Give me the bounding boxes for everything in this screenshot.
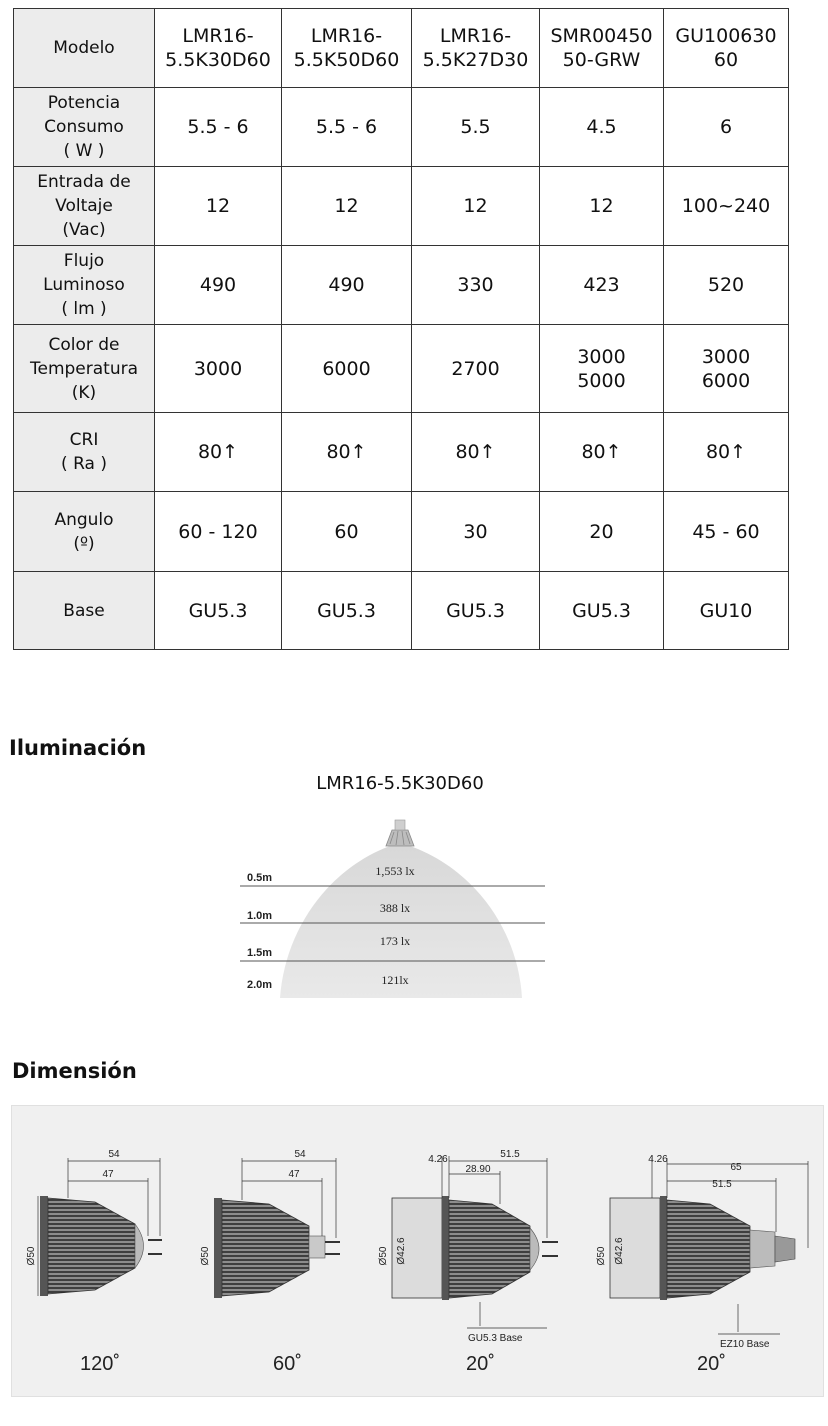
table-cell: 3000 6000 — [664, 325, 789, 413]
distance-label: 2.0m — [247, 979, 273, 991]
table-cell: 6000 — [282, 325, 412, 413]
lamp-drawing-20-gu10 — [596, 1154, 808, 1350]
row-label: CRI ( Ra ) — [14, 413, 155, 492]
dimension-value: 51.5 — [500, 1149, 520, 1160]
model-header: LMR16- 5.5K30D60 — [155, 9, 282, 88]
base-label: GU5.3 Base — [468, 1333, 523, 1344]
table-cell: 80↑ — [664, 413, 789, 492]
table-cell: 80↑ — [282, 413, 412, 492]
table-cell: 12 — [540, 167, 664, 246]
spec-table — [13, 8, 789, 650]
row-label: Angulo (º) — [14, 492, 155, 572]
dimension-value: 4.26 — [648, 1154, 668, 1165]
distance-label: 0.5m — [247, 872, 273, 884]
model-header: GU100630 60 — [664, 9, 789, 88]
table-cell: GU5.3 — [412, 572, 540, 650]
table-cell: 2700 — [412, 325, 540, 413]
dimension-value: 65 — [730, 1162, 742, 1173]
table-row — [14, 325, 789, 413]
table-cell: 490 — [155, 246, 282, 325]
lux-label: 173 lx — [379, 934, 411, 948]
table-cell: 5.5 — [412, 88, 540, 167]
dimension-value: Ø42.6 — [396, 1237, 407, 1265]
table-cell: GU5.3 — [282, 572, 412, 650]
lamp-icon — [386, 820, 414, 846]
distance-label: 1.5m — [247, 947, 273, 959]
dimension-value: Ø50 — [200, 1246, 211, 1266]
table-cell: 80↑ — [155, 413, 282, 492]
dimension-title: Dimensión — [12, 1059, 137, 1083]
illumination-diagram — [240, 808, 560, 1008]
dimension-value: 47 — [288, 1169, 300, 1180]
table-row — [14, 246, 789, 325]
lamp-drawing-20-gu53 — [378, 1149, 558, 1344]
table-cell: 80↑ — [540, 413, 664, 492]
dimension-value: 28.90 — [465, 1164, 491, 1175]
table-cell: GU5.3 — [540, 572, 664, 650]
table-cell: 60 — [282, 492, 412, 572]
lamp-drawing-60 — [200, 1149, 340, 1298]
table-cell: 490 — [282, 246, 412, 325]
beam-angle-label: 60˚ — [273, 1353, 302, 1375]
lux-label: 1,553 lx — [375, 864, 415, 878]
dimension-value: Ø50 — [378, 1246, 389, 1266]
table-cell: 12 — [412, 167, 540, 246]
table-row — [14, 572, 789, 650]
illumination-model: LMR16-5.5K30D60 — [316, 773, 484, 794]
table-cell: 5.5 - 6 — [155, 88, 282, 167]
dimension-value: 51.5 — [712, 1179, 732, 1190]
dimension-value: Ø50 — [596, 1246, 607, 1266]
table-cell: 3000 — [155, 325, 282, 413]
table-cell: 100~240 — [664, 167, 789, 246]
dimension-value: 4.26 — [428, 1154, 448, 1165]
lux-label: 388 lx — [379, 901, 411, 915]
dimension-value: 54 — [108, 1149, 120, 1160]
beam-angle-label: 120˚ — [80, 1353, 121, 1375]
table-cell: 30 — [412, 492, 540, 572]
table-cell: 12 — [155, 167, 282, 246]
table-row — [14, 167, 789, 246]
table-cell: 5.5 - 6 — [282, 88, 412, 167]
table-header-row — [14, 9, 789, 88]
table-cell: 60 - 120 — [155, 492, 282, 572]
dimension-value: Ø50 — [26, 1246, 37, 1266]
table-cell: 3000 5000 — [540, 325, 664, 413]
row-label: Modelo — [14, 9, 155, 88]
table-cell: 6 — [664, 88, 789, 167]
dimension-value: 54 — [294, 1149, 306, 1160]
model-header: LMR16- 5.5K50D60 — [282, 9, 412, 88]
dimension-value: Ø42.6 — [614, 1237, 625, 1265]
model-header: LMR16- 5.5K27D30 — [412, 9, 540, 88]
table-cell: 20 — [540, 492, 664, 572]
row-label: Potencia Consumo ( W ) — [14, 88, 155, 167]
table-cell: 4.5 — [540, 88, 664, 167]
model-header: SMR00450 50-GRW — [540, 9, 664, 88]
beam-angle-label: 20˚ — [697, 1353, 726, 1375]
table-cell: 80↑ — [412, 413, 540, 492]
table-cell: 12 — [282, 167, 412, 246]
table-cell: GU5.3 — [155, 572, 282, 650]
table-row — [14, 413, 789, 492]
table-row — [14, 492, 789, 572]
table-cell: GU10 — [664, 572, 789, 650]
table-row — [14, 88, 789, 167]
table-cell: 423 — [540, 246, 664, 325]
lux-label: 121lx — [381, 973, 409, 987]
beam-angle-label: 20˚ — [466, 1353, 495, 1375]
row-label: Entrada de Voltaje (Vac) — [14, 167, 155, 246]
distance-label: 1.0m — [247, 910, 273, 922]
lamp-drawing-120 — [26, 1149, 162, 1296]
row-label: Flujo Luminoso ( lm ) — [14, 246, 155, 325]
table-cell: 45 - 60 — [664, 492, 789, 572]
table-cell: 330 — [412, 246, 540, 325]
base-label: EZ10 Base — [720, 1339, 770, 1350]
row-label: Base — [14, 572, 155, 650]
row-label: Color de Temperatura (K) — [14, 325, 155, 413]
table-cell: 520 — [664, 246, 789, 325]
illumination-title: Iluminación — [9, 736, 147, 760]
dimension-value: 47 — [102, 1169, 114, 1180]
